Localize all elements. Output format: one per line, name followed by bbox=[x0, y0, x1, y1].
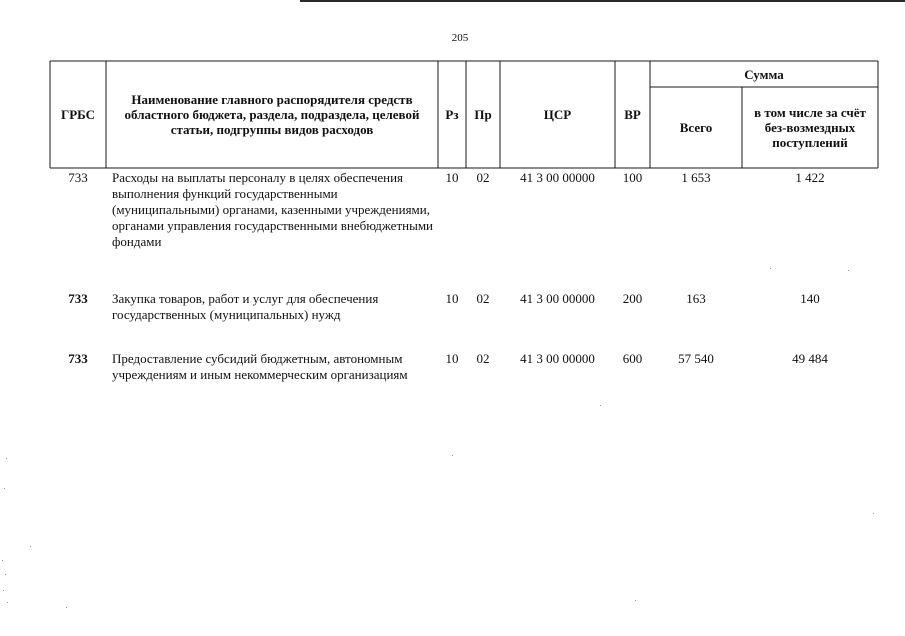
cell-csr: 41 3 00 00000 bbox=[520, 170, 595, 185]
header-pr: Пр bbox=[474, 107, 492, 122]
cell-total: 57 540 bbox=[678, 351, 714, 366]
cell-rz: 10 bbox=[445, 351, 459, 366]
cell-name: Расходы на выплаты персоналу в целях обеспечения выполнения функций государственными (муниципальными) органами, казенными учреждениями, органами управления государственными внебюджетными фондами bbox=[112, 170, 434, 249]
header-vr: ВР bbox=[624, 107, 641, 122]
header-rz: Рз bbox=[445, 107, 459, 122]
cell-grbs: 733 bbox=[68, 351, 88, 366]
cell-vr: 600 bbox=[622, 351, 643, 366]
cell-grbs: 733 bbox=[68, 291, 88, 306]
header-name: Наименование главного распорядителя средств областного бюджета, раздела, подраздела, целевой статьи, подгруппы видов расходов bbox=[124, 92, 420, 137]
cell-vr: 100 bbox=[622, 170, 643, 185]
page-number: 205 bbox=[451, 32, 469, 44]
cell-name: Предоставление субсидий бюджетным, автономным учреждениям и иным некоммерческим организациям bbox=[112, 351, 408, 382]
cell-csr: 41 3 00 00000 bbox=[520, 291, 595, 306]
cell-csr: 41 3 00 00000 bbox=[520, 351, 595, 366]
cell-name: Закупка товаров, работ и услуг для обеспечения государственных (муниципальных) нужд bbox=[112, 291, 379, 322]
header-incl: в том числе за счёт без-возмездных поступлений bbox=[754, 105, 866, 150]
header-sum: Сумма bbox=[744, 66, 784, 82]
cell-pr: 02 bbox=[476, 291, 490, 306]
cell-incl: 1 422 bbox=[795, 170, 825, 185]
cell-vr: 200 bbox=[622, 291, 643, 306]
cell-pr: 02 bbox=[476, 170, 490, 185]
page-top-rule bbox=[300, 0, 905, 2]
cell-pr: 02 bbox=[476, 351, 490, 366]
cell-rz: 10 bbox=[445, 170, 459, 185]
cell-rz: 10 bbox=[445, 291, 459, 306]
cell-grbs: 733 bbox=[68, 170, 88, 185]
header-csr: ЦСР bbox=[543, 107, 572, 122]
cell-incl: 49 484 bbox=[792, 351, 828, 366]
cell-total: 1 653 bbox=[681, 170, 711, 185]
cell-total: 163 bbox=[686, 291, 706, 306]
cell-incl: 140 bbox=[800, 291, 820, 306]
header-grbs: ГРБС bbox=[60, 107, 96, 122]
header-total: Всего bbox=[679, 120, 713, 135]
